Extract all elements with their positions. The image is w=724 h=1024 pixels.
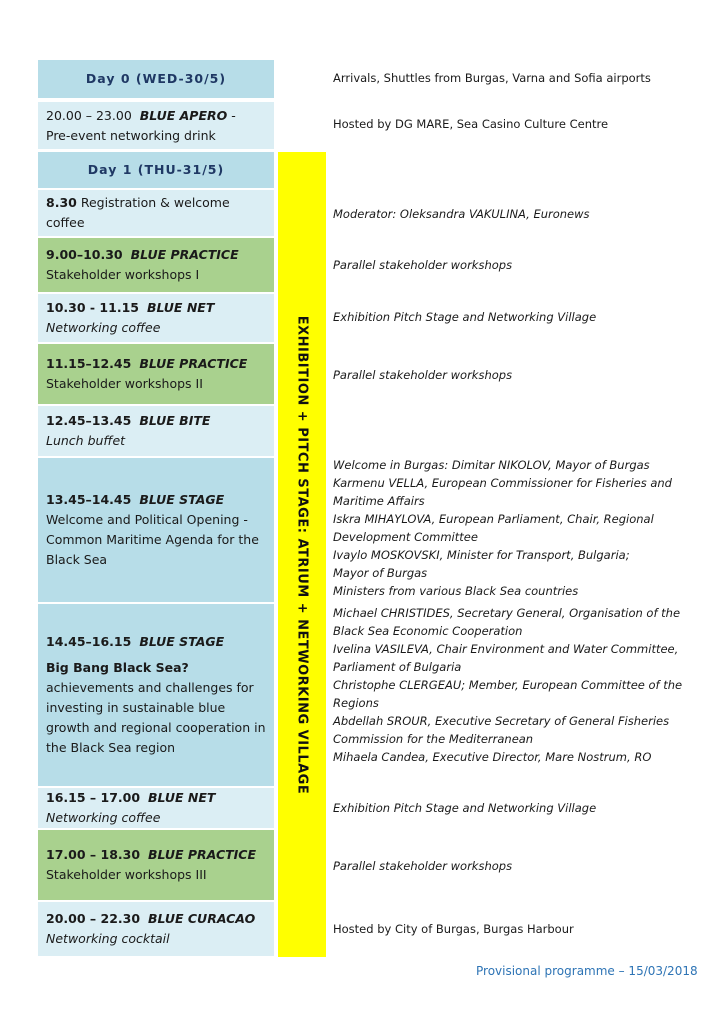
exhibition-band xyxy=(278,152,326,957)
day1-header xyxy=(38,152,274,188)
row-note-moderator: Moderator: Oleksandra VAKULINA, Euronews xyxy=(333,207,590,221)
row-session: BLUE PRACTICE xyxy=(130,247,239,262)
row-practice-2 xyxy=(38,344,274,404)
speaker: Ministers from various Black Sea countries xyxy=(333,584,579,598)
speaker: Ivaylo MOSKOVSKI, Minister for Transport, Bulgaria; xyxy=(333,548,630,562)
row-note: Exhibition Pitch Stage and Networking Village xyxy=(333,310,597,324)
apero-session: BLUE APERO xyxy=(139,107,228,123)
row-net-1 xyxy=(38,294,274,342)
speaker: Karmenu VELLA, European Commissioner for Fisheries and Maritime Affairs xyxy=(333,476,672,508)
row-desc-title: Big Bang Black Sea? xyxy=(46,660,189,675)
day0-apero-cell: 20.00 – 23.00 BLUE APERO - Pre-event networking drink xyxy=(38,102,274,149)
apero-time: 20.00 – 23.00 xyxy=(46,107,132,123)
row-session: BLUE BITE xyxy=(139,413,211,428)
row-session: BLUE PRACTICE xyxy=(148,847,257,862)
row-note: Parallel stakeholder workshops xyxy=(333,368,513,382)
row-session: BLUE NET xyxy=(148,790,216,805)
row-session: BLUE PRACTICE xyxy=(139,356,248,371)
row-desc: Stakeholder workshops II xyxy=(46,376,203,391)
speaker: Iskra MIHAYLOVA, European Parliament, Chair, Regional Development Committee xyxy=(333,512,654,544)
exhibition-band-label: EXHIBITION + PITCH STAGE: ATRIUM + NETWORKING VILLAGE xyxy=(294,315,310,794)
row-practice-1 xyxy=(38,238,274,292)
row-note: Parallel stakeholder workshops xyxy=(333,258,513,272)
row-net-2 xyxy=(38,788,274,828)
row-registration xyxy=(38,190,274,236)
row-time: 20.00 – 22.30 xyxy=(46,911,141,926)
speaker: Ivelina VASILEVA, Chair Environment and Water Committee, Parliament of Bulgaria xyxy=(333,642,679,674)
speaker: Mihaela Candea, Executive Director, Mare Nostrum, RO xyxy=(333,750,652,764)
row-session: BLUE STAGE xyxy=(139,492,225,507)
row-curacao xyxy=(38,902,274,956)
row-desc: Stakeholder workshops I xyxy=(46,267,200,282)
row-stage-1 xyxy=(38,458,274,602)
row-session: BLUE NET xyxy=(146,300,215,315)
row-time: 11.15–12.45 xyxy=(46,356,132,371)
apero-note: Hosted by DG MARE, Sea Casino Culture Centre xyxy=(333,117,609,131)
day0-arrivals-note: Arrivals, Shuttles from Burgas, Varna and Sofia airports xyxy=(333,71,651,85)
footer-provisional: Provisional programme – 15/03/2018 xyxy=(476,964,698,978)
speaker: Michael CHRISTIDES, Secretary General, Organisation of the Black Sea Economic Cooperation xyxy=(333,606,681,638)
row-session: BLUE CURACAO xyxy=(148,911,256,926)
speaker: Mayor of Burgas xyxy=(333,566,428,580)
speaker: Abdellah SROUR, Executive Secretary of General Fisheries Commission for the Mediterranean xyxy=(333,714,670,746)
apero-desc: Pre-event networking drink xyxy=(46,127,216,143)
row-desc: achievements and challenges for investing in sustainable blue growth and regional cooperation in the Black Sea region xyxy=(46,680,266,755)
row-desc: Stakeholder workshops III xyxy=(46,867,207,882)
row-bite xyxy=(38,406,274,456)
row-time: 14.45–16.15 xyxy=(46,634,132,649)
row-session: BLUE STAGE xyxy=(139,634,225,649)
row-notes-stage-1 xyxy=(333,456,693,600)
row-desc: Networking cocktail xyxy=(46,931,170,946)
row-note: Parallel stakeholder workshops xyxy=(333,859,513,873)
day1-header-label: Day 1 (THU-31/5) xyxy=(87,162,225,177)
row-practice-3 xyxy=(38,830,274,900)
row-time: 8.30 xyxy=(46,195,77,210)
row-time: 16.15 – 17.00 xyxy=(46,790,141,805)
speaker: Christophe CLERGEAU; Member, European Committee of the Regions xyxy=(333,678,683,710)
speaker: Welcome in Burgas: Dimitar NIKOLOV, Mayor of Burgas xyxy=(333,458,650,472)
row-time: 10.30 - 11.15 xyxy=(46,300,139,315)
row-desc: Lunch buffet xyxy=(46,433,126,448)
row-time: 12.45–13.45 xyxy=(46,413,132,428)
row-note: Exhibition Pitch Stage and Networking Village xyxy=(333,801,597,815)
row-time: 9.00–10.30 xyxy=(46,247,123,262)
row-note-curacao: Hosted by City of Burgas, Burgas Harbour xyxy=(333,922,574,936)
day0-header-label: Day 0 (WED-30/5) xyxy=(85,71,227,86)
row-desc: Networking coffee xyxy=(46,320,161,335)
row-time: 13.45–14.45 xyxy=(46,492,132,507)
row-desc: Networking coffee xyxy=(46,810,161,825)
row-notes-stage-2 xyxy=(333,604,693,766)
row-desc: Welcome and Political Opening - Common Maritime Agenda for the Black Sea xyxy=(46,512,259,567)
row-time: 17.00 – 18.30 xyxy=(46,847,141,862)
row-stage-2 xyxy=(38,604,274,786)
row-desc: Registration & welcome coffee xyxy=(46,195,230,230)
day0-header xyxy=(38,60,274,98)
